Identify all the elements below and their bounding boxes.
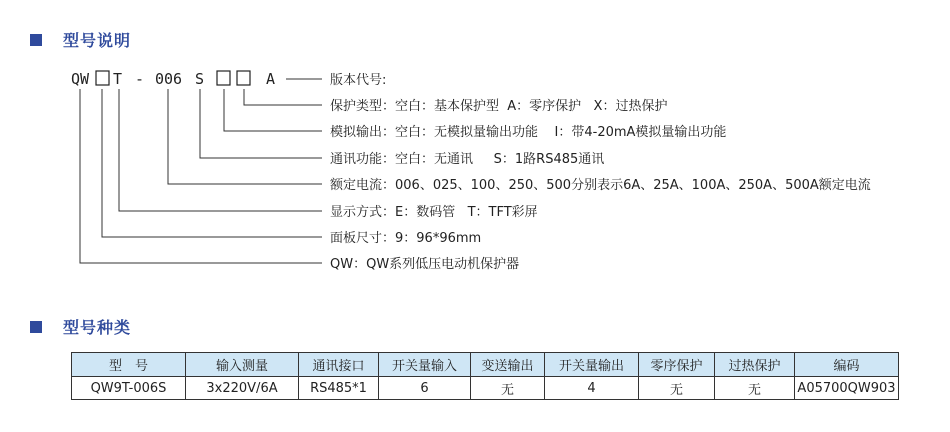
cell-switch-input: 6: [379, 377, 471, 400]
desc-panel-size: 面板尺寸：9：96*96mm: [330, 231, 482, 246]
cell-switch-output: 4: [545, 377, 639, 400]
table-row: [72, 377, 899, 400]
leader-line-protect: [244, 89, 322, 105]
code-part-display: T: [113, 70, 123, 88]
desc-series: QW：QW系列低压电动机保护器: [330, 257, 520, 272]
header-switch-input: 开关量输入: [379, 353, 471, 377]
desc-protection: 保护类型：空白：基本保护型 A：零序保护 X：过热保护: [330, 99, 668, 114]
code-part-current: 006: [155, 70, 183, 88]
header-transmit-output: 变送输出: [471, 353, 545, 377]
desc-communication: 通讯功能：空白：无通讯 S：1路RS485通讯: [330, 152, 605, 167]
cell-transmit-output: 无: [471, 377, 545, 400]
section-title: 型号说明: [63, 31, 132, 50]
model-types-table: [71, 352, 899, 400]
code-part-series: QW: [71, 70, 90, 88]
header-model: 型 号: [72, 353, 186, 377]
header-overheat: 过热保护: [715, 353, 795, 377]
section-model-types: [30, 315, 131, 338]
header-code: 编码: [795, 353, 899, 377]
desc-rated-current: 额定电流：006、025、100、250、500分别表示6A、25A、100A、250A、500A额定电流: [330, 178, 871, 193]
leader-line-current: [168, 89, 322, 184]
section-title: 型号种类: [63, 318, 132, 337]
cell-zero-seq: 无: [639, 377, 715, 400]
desc-analog-output: 模拟输出：空白：无模拟量输出功能 I：带4-20mA模拟量输出功能: [330, 125, 727, 140]
code-part-protect-box: [237, 71, 250, 85]
header-switch-output: 开关量输出: [545, 353, 639, 377]
table-header-row: [72, 353, 899, 377]
code-part-analog-box: [217, 71, 230, 85]
code-part-dash: -: [135, 70, 145, 88]
cell-model: QW9T-006S: [72, 377, 186, 400]
header-zero-seq: 零序保护: [639, 353, 715, 377]
cell-input-measure: 3x220V/6A: [186, 377, 299, 400]
desc-version: 版本代号:: [330, 73, 387, 88]
leader-line-comm: [200, 89, 322, 158]
cell-code: A05700QW903: [795, 377, 899, 400]
leader-line-panel: [102, 89, 322, 237]
code-part-panel-box: [96, 71, 109, 85]
desc-display: 显示方式：E：数码管 T：TFT彩屏: [330, 205, 538, 220]
header-comm-interface: 通讯接口: [299, 353, 379, 377]
code-part-comm: S: [195, 70, 205, 88]
leader-line-display: [119, 89, 322, 211]
header-input-measure: 输入测量: [186, 353, 299, 377]
section-bullet-icon: [30, 321, 42, 333]
cell-comm-interface: RS485*1: [299, 377, 379, 400]
leader-line-analog: [224, 89, 322, 131]
code-part-version: A: [266, 70, 276, 88]
cell-overheat: 无: [715, 377, 795, 400]
